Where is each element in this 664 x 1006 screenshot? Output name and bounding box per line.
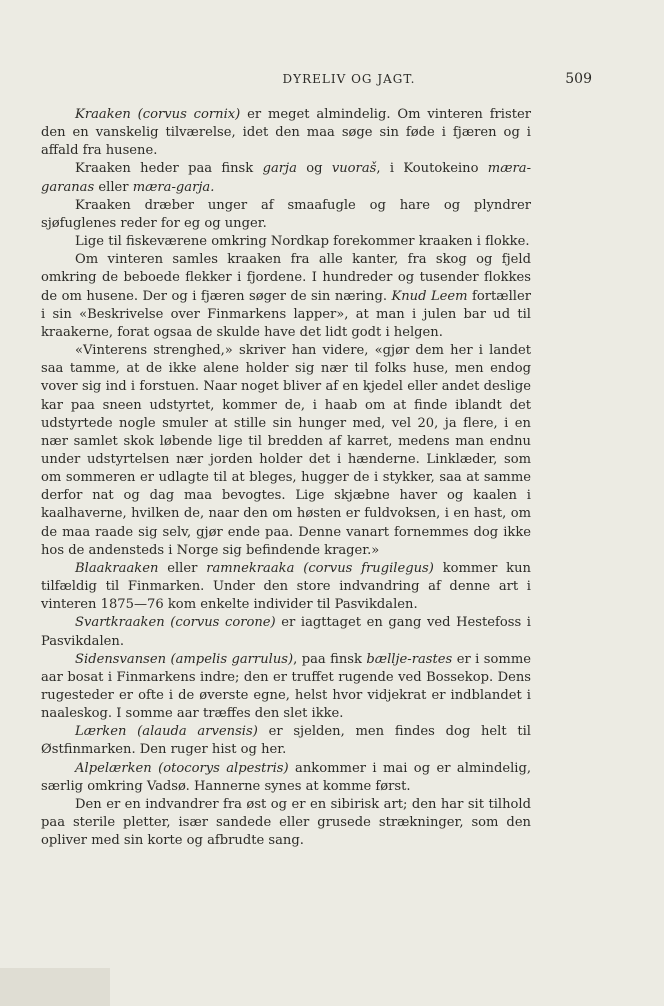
paragraph [41,614,531,650]
text-run: eller [158,560,207,576]
text-run: er sjelden, men findes dog helt til Østfinmarken. Den ruger hist og her. [41,724,531,758]
text-run: «Vinterens strenghed,» skriver han videre, «gjør dem her i landet saa tamme, at de ikke alene holder sig nær til folks huse, men endog vover sig ind i forstuen. Naar noget bliver af en kjedel eller andet deslige kar paa sneen udstyrtet, kommer de, i haab om at finde iblandt det udstyrtede nogle smuler at stille sin hunger med, vel 20, ja flere, i en nær samlet skok løbende lige til bredden af karret, medens man endnu under udstyrtelsen nær jorden holder det i hænderne. Linklæder, som om sommeren er udlagte til at bleges, hugger de i stykker, saa at samme derfor nat og dag maa bevogtes. Lige skjæbne haver og kaalen i kaalhaverne, hvilken de, naar den om høsten er fuldvoksen, i en hast, om de maa raade sig selv, gjør ende paa. Denne vanart fornemmes dog ikke hos de andensteds i Norge sig befindende krager.» [41,343,531,558]
paper-stain [0,968,110,1006]
italic-term: Sidensvansen (ampelis garrulus) [75,651,294,667]
italic-term: Lærken (alauda arvensis) [75,724,258,740]
italic-term: bællje-rastes [366,651,453,667]
italic-term: garja [262,161,297,177]
body-text [41,106,531,850]
text-run: Kraaken heder paa finsk [75,161,263,177]
paragraph [41,197,531,233]
italic-term: Knud Leem [391,288,468,304]
page-header [44,69,614,89]
text-run: er meget almindelig. Om vinteren frister den en vanskelig tilværelse, idet den maa søge sin føde i fjæren og i affald fra husene. [41,107,531,159]
italic-term: ramnekraaka (corvus frugilegus) [206,560,434,576]
italic-term: mæra-garanas [41,161,532,195]
text-run: eller [94,179,133,195]
paragraph [41,560,531,614]
text-run: ankommer i mai og er almindelig, særlig omkring Vadsø. Hannerne synes at komme først. [41,760,531,794]
text-run: er iagttaget en gang ved Hestefoss i Pasvikdalen. [41,615,531,649]
text-run: , paa finsk [293,651,367,667]
text-run: Om vinteren samles kraaken fra alle kanter, fra skog og fjeld omkring de beboede flekker i fjordene. I hundreder og tusender flokkes de om husene. Der og i fjæren søger de sin næring. [41,252,531,304]
italic-term: Kraaken (corvus cornix) [75,107,241,122]
paragraph [41,160,531,196]
paragraph [41,796,531,850]
paragraph [41,760,531,796]
text-run: og [296,161,332,177]
text-run: fortæller i sin «Beskrivelse over Finmarkens lapper», at man i julen bar ud til kraakerne, forat ogsaa de skulde have det lidt godt i helgen. [41,288,531,340]
paragraph [41,342,531,560]
page-number: 509 [565,71,592,87]
paragraph [41,251,531,342]
text-run: kommer kun tilfældig til Finmarken. Under den store indvandring af denne art i vinteren 1875—76 kom enkelte individer til Pasvikdalen. [41,560,531,613]
text-run: , i Koutokeino [376,161,488,177]
text-run: Lige til fiskeværene omkring Nordkap forekommer kraaken i flokke. [75,234,530,250]
paragraph [41,651,531,724]
paragraph [41,106,531,160]
italic-term: vuoraš [331,161,377,177]
running-title: DYRELIV OG JAGT. [282,72,416,86]
text-run: er i somme aar bosat i Finmarkens indre; den er truffet rugende ved Bossekop. Dens rugesteder er ofte i de øverste egne, helst hvor vidjekrat er indblandet i naaleskog. I somme aar træffes den slet ikke. [41,651,531,722]
text-run: Kraaken dræber unger af smaafugle og hare og plyndrer sjøfuglenes reder for eg og unger. [41,197,531,231]
italic-term: mæra-garja. [132,179,215,195]
paragraph [41,723,531,759]
italic-term: Svartkraaken (corvus corone) [75,615,276,631]
text-run: Den er en indvandrer fra øst og er en sibirisk art; den har sit tilhold paa sterile pletter, især sandede eller grusede strækninger, som den opliver med sin korte og afbrudte sang. [41,796,531,849]
italic-term: Blaakraaken [75,560,159,576]
italic-term: Alpelærken (otocorys alpestris) [75,760,289,776]
paragraph [41,233,531,251]
